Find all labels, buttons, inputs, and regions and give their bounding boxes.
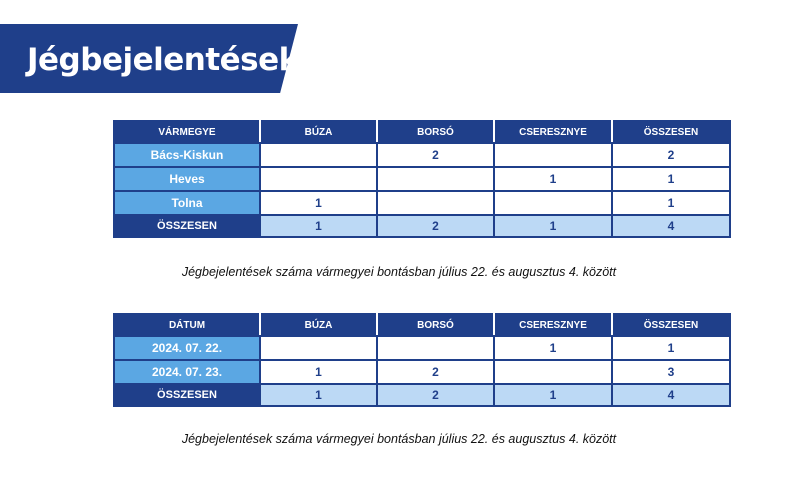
- table-cell: [494, 143, 612, 167]
- header-cell: BÚZA: [260, 314, 377, 336]
- header-cell: BORSÓ: [377, 121, 494, 143]
- total-label: ÖSSZESEN: [114, 215, 260, 237]
- table-cell: [377, 167, 494, 191]
- header-cell: CSERESZNYE: [494, 314, 612, 336]
- table-cell: [494, 191, 612, 215]
- total-cell: 1: [260, 384, 377, 406]
- table-cell: [260, 143, 377, 167]
- header-row: [114, 314, 730, 336]
- table-cell: [494, 360, 612, 384]
- row-label: Tolna: [114, 191, 260, 215]
- table-caption: Jégbejelentések száma vármegyei bontásban július 22. és augusztus 4. között: [181, 432, 617, 446]
- header-cell: VÁRMEGYE: [114, 121, 260, 143]
- table-cell: 1: [612, 167, 730, 191]
- header-cell: BORSÓ: [377, 314, 494, 336]
- table-cell: 2: [377, 360, 494, 384]
- table-cell: 2: [612, 143, 730, 167]
- county-table: [113, 120, 731, 238]
- table-cell: 1: [494, 336, 612, 360]
- table-cell: 1: [494, 167, 612, 191]
- page-title: Jégbejelentések: [27, 42, 299, 78]
- total-cell: 2: [377, 215, 494, 237]
- table-cell: 1: [260, 360, 377, 384]
- table-cell: 1: [612, 336, 730, 360]
- total-cell: 2: [377, 384, 494, 406]
- row-label: 2024. 07. 23.: [114, 360, 260, 384]
- header-cell: ÖSSZESEN: [612, 121, 730, 143]
- row-label: 2024. 07. 22.: [114, 336, 260, 360]
- header-cell: BÚZA: [260, 121, 377, 143]
- total-cell: 1: [494, 384, 612, 406]
- table-cell: 2: [377, 143, 494, 167]
- total-cell: 4: [612, 215, 730, 237]
- total-row: [114, 384, 730, 406]
- date-table: [113, 313, 731, 407]
- table-cell: [377, 336, 494, 360]
- table-cell: 1: [260, 191, 377, 215]
- table-row: [114, 143, 730, 167]
- table-cell: [260, 336, 377, 360]
- total-cell: 1: [494, 215, 612, 237]
- table-cell: 1: [612, 191, 730, 215]
- table-cell: [260, 167, 377, 191]
- total-cell: 4: [612, 384, 730, 406]
- table-caption: Jégbejelentések száma vármegyei bontásban július 22. és augusztus 4. között: [181, 265, 617, 279]
- table-row: [114, 360, 730, 384]
- row-label: Bács-Kiskun: [114, 143, 260, 167]
- table-row: [114, 167, 730, 191]
- total-label: ÖSSZESEN: [114, 384, 260, 406]
- header-cell: CSERESZNYE: [494, 121, 612, 143]
- table-cell: [377, 191, 494, 215]
- header-cell: DÁTUM: [114, 314, 260, 336]
- total-cell: 1: [260, 215, 377, 237]
- table-row: [114, 191, 730, 215]
- table-cell: 3: [612, 360, 730, 384]
- header-row: [114, 121, 730, 143]
- header-cell: ÖSSZESEN: [612, 314, 730, 336]
- total-row: [114, 215, 730, 237]
- row-label: Heves: [114, 167, 260, 191]
- table-row: [114, 336, 730, 360]
